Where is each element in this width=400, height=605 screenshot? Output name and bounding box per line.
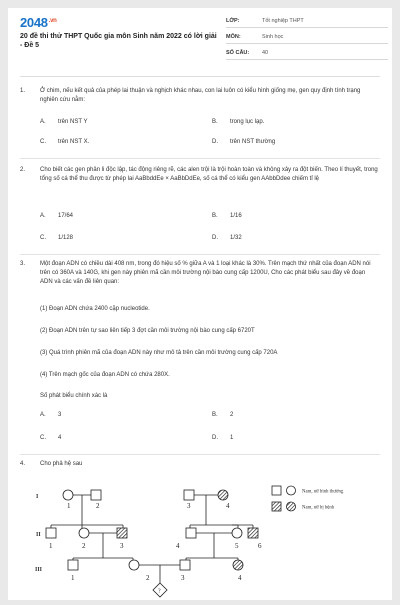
option-text: 1/16 [230,213,242,219]
option-letter: C. [40,235,46,241]
question-4 [20,460,380,472]
statement-3: (3) Quá trình phiên mã của đoạn ADN này như mô tả trên cần môi trường cung cấp 720A [40,350,278,356]
statement-2: (2) Đoạn ADN trên tự sao liên tiếp 3 đợt cần môi trường nội bào cung cấp 6720T [40,328,255,334]
option-letter: C. [40,435,46,441]
meta-value: Tốt nghiệp THPT [262,18,304,24]
option-letter: A. [40,119,46,125]
question-number: 3. [20,261,26,267]
individual-label: 6 [258,542,262,550]
option-letter: B. [212,119,218,125]
male-normal [180,560,190,570]
meta-value: Sinh học [262,34,284,40]
option-a[interactable] [40,118,87,127]
female-normal [63,490,73,500]
individual-label: 2 [146,574,150,582]
female-normal [79,528,89,538]
question-3 [20,260,380,300]
option-letter: C. [40,139,46,145]
option-letter: D. [212,435,218,441]
individual-label: 4 [238,574,242,582]
option-b[interactable] [212,212,242,221]
individual-label: 2 [96,502,100,510]
site-logo[interactable] [20,15,57,30]
question-2 [20,166,380,206]
meta-row-count [226,46,388,60]
option-text: 4 [58,435,62,441]
individual-label: 1 [67,502,71,510]
question-text: Cho biết các gen phân li độc lập, tác động riêng rẽ, các alen trội là trội hoàn toàn và không xảy ra đột biến. Theo lí thuyết, trong tổng số cá thể thu được từ phép lai AaBbddEe × AaBbDdEe, số cá thể có kiểu gen AAbbDdee chiếm tỉ lệ [40,167,378,182]
legend-male-affected [272,502,281,511]
question-divider [20,254,380,255]
legend-male-normal [272,486,281,495]
male-affected [117,528,127,538]
female-affected [218,490,228,500]
male-affected [248,528,258,538]
unknown-offspring-label: ? [158,588,161,595]
statement-4: (4) Trên mạch gốc của đoạn ADN có chứa 280X. [40,372,170,378]
option-letter: B. [212,412,218,418]
individual-label: 4 [176,542,180,550]
header-divider [20,76,380,77]
option-text: 1 [230,435,234,441]
option-text: 2 [230,412,234,418]
option-text: trong lục lạp. [230,119,265,125]
individual-label: 4 [226,502,230,510]
document-page [8,8,392,600]
female-normal [232,528,242,538]
option-letter: B. [212,213,218,219]
option-letter: A. [40,412,46,418]
option-d[interactable] [212,138,275,147]
legend-label-affected: Nam, nữ bị bệnh [302,505,335,511]
question-divider [20,454,380,455]
pedigree-svg [36,484,376,600]
option-text: 3 [58,412,62,418]
option-letter: A. [40,213,46,219]
male-normal [68,560,78,570]
option-a[interactable] [40,212,73,221]
option-letter: D. [212,235,218,241]
question-divider [20,158,380,159]
option-b[interactable] [212,411,233,420]
document-meta [226,14,388,62]
legend-label-normal: Nam, nữ bình thường [302,489,344,495]
option-text: trên NST Y [58,119,88,125]
option-d[interactable] [212,434,233,443]
individual-label: 2 [82,542,86,550]
legend-female-normal [287,486,296,495]
question-text: Một đoạn ADN có chiều dài 408 nm, trong đó hiệu số % giữa A và 1 loại khác là 30%. Trên mạch thứ nhất của đoạn ADN nói trên có 360A và 140G, khi gen này phiên mã cần môi trường nội bào cung cấp 1200U, Cho các phát biểu sau đây về đoạn ADN và các vấn đề liên quan: [40,261,371,285]
meta-value: 40 [262,50,269,56]
option-c[interactable] [40,138,89,147]
male-normal [91,490,101,500]
female-normal [129,560,139,570]
male-normal [46,528,56,538]
logo-suffix: .vn [48,18,57,24]
option-text: trên NST X. [58,139,90,145]
option-b[interactable] [212,118,264,127]
individual-label: 1 [49,542,53,550]
generation-label: I [36,494,39,500]
individual-label: 3 [120,542,124,550]
meta-row-subject [226,30,388,44]
male-normal [184,490,194,500]
option-text: trên NST thường [230,139,276,145]
document-title: 20 đề thi thử THPT Quốc gia môn Sinh năm 2022 có lời giải - Đề 5 [20,33,217,49]
question-number: 4. [20,461,26,467]
option-c[interactable] [40,434,61,443]
individual-label: 1 [71,574,75,582]
meta-label: MÔN: [226,34,241,40]
pedigree-legend [272,486,344,511]
male-normal [186,528,196,538]
logo-text: 2048 [20,15,48,30]
meta-label: SỐ CÂU: [226,50,250,56]
individual-label: 5 [235,542,239,550]
question-prompt: Số phát biểu chính xác là [40,393,108,399]
question-number: 2. [20,167,26,173]
option-c[interactable] [40,234,73,243]
question-number: 1. [20,88,26,94]
option-text: 1/128 [58,235,74,241]
meta-row-grade [226,14,388,28]
option-text: 1/32 [230,235,242,241]
generation-label: II [36,532,41,538]
document-header [8,8,392,74]
pedigree-lines [51,495,238,583]
question-text: Cho phả hệ sau [40,461,83,467]
question-text: Ở chim, nếu kết quả của phép lai thuận và nghịch khác nhau, con lai luôn có kiểu hình giống mẹ, gen quy định tính trạng nghiên cứu nằm: [40,88,361,103]
individual-label: 3 [181,574,185,582]
individual-label: 3 [187,502,191,510]
legend-female-affected [287,502,296,511]
option-text: 17/64 [58,213,74,219]
female-affected [233,560,243,570]
statement-1: (1) Đoạn ADN chứa 2400 cặp nucleotide. [40,306,150,312]
option-letter: D. [212,139,218,145]
option-a[interactable] [40,411,61,420]
meta-label: LỚP: [226,18,240,24]
option-d[interactable] [212,234,242,243]
pedigree-diagram [36,484,376,600]
generation-label: III [35,567,43,573]
